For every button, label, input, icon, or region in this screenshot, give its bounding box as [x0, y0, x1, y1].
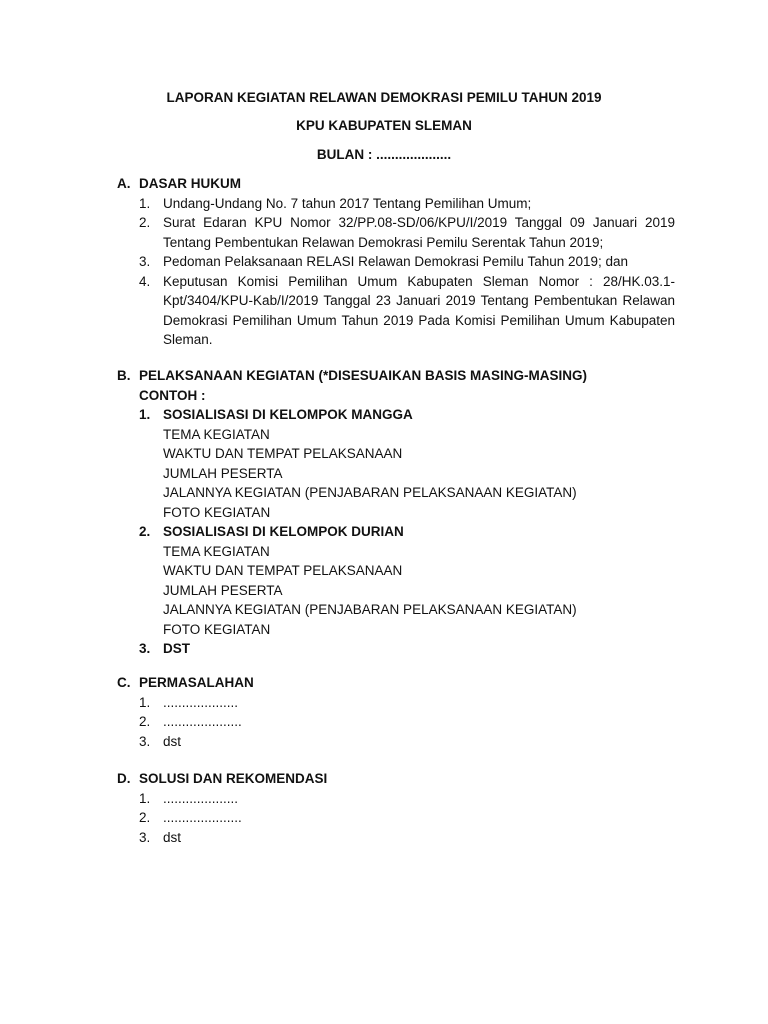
item-number: 4.	[139, 273, 151, 289]
activity-title: SOSIALISASI DI KELOMPOK MANGGA	[163, 407, 413, 422]
list-item	[117, 712, 677, 732]
section-heading	[117, 673, 677, 693]
section-title: PELAKSANAAN KEGIATAN (*DISESUAIKAN BASIS MASING-MASING)	[139, 368, 588, 383]
section-heading	[117, 769, 677, 789]
activity-title: DST	[163, 641, 190, 656]
list-item	[117, 808, 677, 828]
item-text: Pedoman Pelaksanaan RELASI Relawan Demokrasi Pemilu Tahun 2019; dan	[163, 254, 629, 269]
section-letter: D.	[117, 771, 131, 786]
activity-detail: TEMA KEGIATAN	[163, 426, 270, 442]
item-number: 2.	[139, 810, 151, 825]
item-number: 1.	[139, 694, 151, 710]
item-number: 3.	[139, 733, 151, 749]
section-letter: A.	[117, 176, 131, 191]
item-text: Keputusan Komisi Pemilihan Umum Kabupaten Sleman Nomor : 28/HK.03.1-Kpt/3404/KPU-Kab/I/2019 Tanggal 23 Januari 2019 Tentang Pembentukan Relawan Demokrasi Pemilihan Umum Tahun 2019 Pada Komisi Pemilihan Umum Kabupaten Sleman.	[163, 273, 675, 347]
item-text: ....................	[163, 694, 239, 710]
activity-detail: TEMA KEGIATAN	[163, 543, 270, 559]
section-pelaksanaan-kegiatan	[117, 366, 677, 659]
section-title: SOLUSI DAN REKOMENDASI	[139, 771, 328, 786]
section-letter: C.	[117, 675, 131, 690]
item-number: 1.	[139, 790, 151, 806]
list-item	[117, 213, 677, 252]
activity-detail: FOTO KEGIATAN	[163, 621, 271, 637]
list-item	[117, 732, 677, 752]
item-text: .....................	[163, 810, 242, 825]
activity-detail: JUMLAH PESERTA	[163, 582, 283, 598]
list-item	[117, 194, 677, 214]
item-text: .....................	[163, 714, 242, 729]
section-heading	[117, 174, 677, 194]
contoh-label: CONTOH :	[139, 387, 206, 403]
item-text: Surat Edaran KPU Nomor 32/PP.08-SD/06/KPU/I/2019 Tanggal 09 Januari 2019 Tentang Pembentukan Relawan Demokrasi Pemilu Serentak Tahun 2019;	[163, 215, 675, 250]
activity-item	[117, 639, 677, 659]
activity-detail: WAKTU DAN TEMPAT PELAKSANAAN	[163, 446, 403, 461]
list-item	[117, 789, 677, 809]
item-number: 2.	[139, 524, 151, 539]
activity-item	[117, 405, 677, 425]
item-number: 2.	[139, 215, 151, 230]
activity-detail: JALANNYA KEGIATAN (PENJABARAN PELAKSANAAN KEGIATAN)	[163, 602, 577, 617]
document-title: LAPORAN KEGIATAN RELAWAN DEMOKRASI PEMILU TAHUN 2019	[166, 90, 602, 105]
list-item	[117, 828, 677, 848]
section-title: PERMASALAHAN	[139, 675, 254, 690]
list-item	[117, 693, 677, 713]
list-item	[117, 272, 677, 350]
bulan-line: BULAN : ....................	[316, 147, 452, 162]
item-number: 3.	[139, 641, 151, 656]
item-number: 2.	[139, 714, 151, 729]
activity-detail: FOTO KEGIATAN	[163, 504, 271, 520]
section-heading	[117, 366, 677, 386]
item-number: 3.	[139, 829, 151, 845]
section-letter: B.	[117, 368, 131, 383]
activity-detail: JUMLAH PESERTA	[163, 465, 283, 481]
item-text: dst	[163, 733, 182, 749]
activity-item	[117, 522, 677, 542]
activity-title: SOSIALISASI DI KELOMPOK DURIAN	[163, 524, 404, 539]
item-text: dst	[163, 829, 182, 845]
list-item	[117, 252, 677, 272]
activity-detail: WAKTU DAN TEMPAT PELAKSANAAN	[163, 563, 403, 578]
activity-detail: JALANNYA KEGIATAN (PENJABARAN PELAKSANAAN KEGIATAN)	[163, 485, 577, 500]
section-solusi-rekomendasi	[117, 769, 677, 847]
section-permasalahan	[117, 673, 677, 751]
section-title: DASAR HUKUM	[139, 176, 241, 191]
item-number: 3.	[139, 254, 151, 269]
document-subtitle: KPU KABUPATEN SLEMAN	[296, 118, 472, 133]
item-number: 1.	[139, 195, 151, 211]
section-dasar-hukum	[117, 174, 677, 350]
item-text: Undang-Undang No. 7 tahun 2017 Tentang Pemilihan Umum;	[163, 195, 532, 211]
item-text: ....................	[163, 790, 239, 806]
item-number: 1.	[139, 407, 151, 422]
